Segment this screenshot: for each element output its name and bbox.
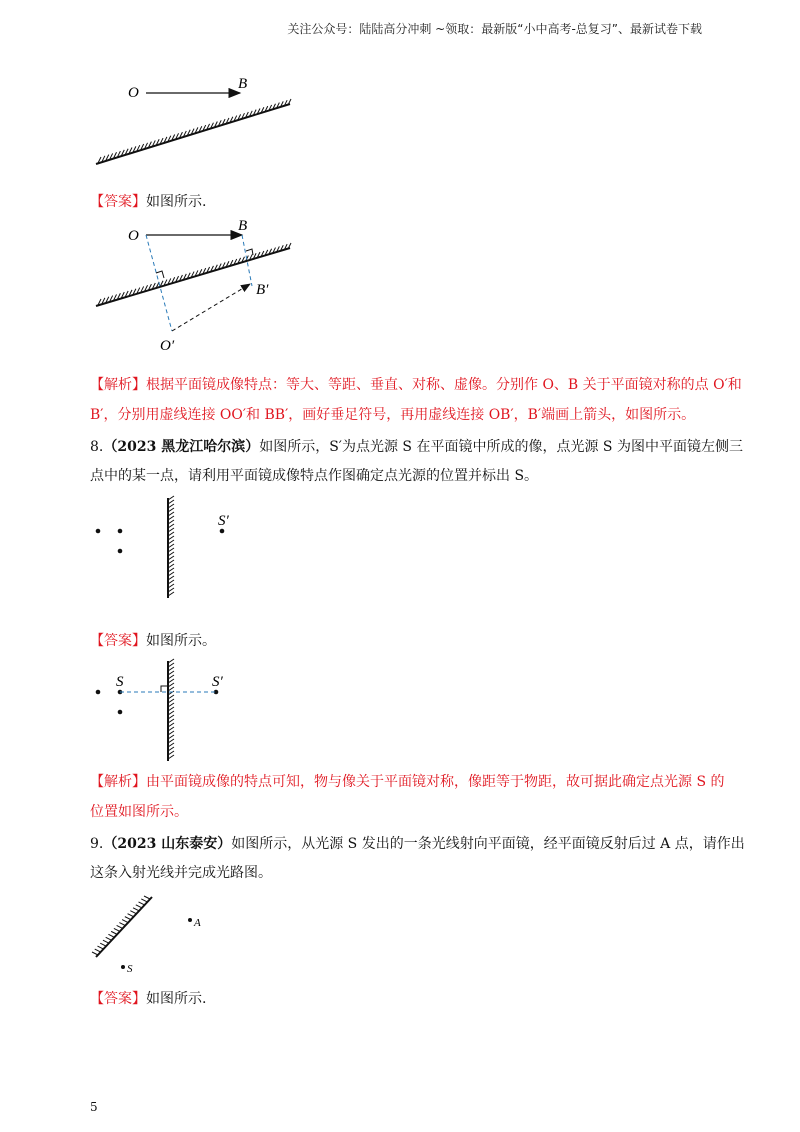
question-text: 如图所示，S′为点光源 S 在平面镜中所成的像，点光源 S 为图中平面镜左侧三 [259,439,743,455]
hatch-mark [111,931,117,934]
label-a: A [194,917,201,929]
question-9-line2: 这条入射光线并完成光路图。 [90,865,272,881]
hatch-mark [95,949,101,952]
hatch-mark [114,928,120,931]
answer-text: 如图所示. [146,194,207,210]
analysis-text: 根据平面镜成像特点：等大、等距、垂直、对称、虚像。分别作 O、B 关于平面镜对称的点 O′和 [146,377,742,393]
question-number: 9. [90,836,104,852]
figure-answer-ob [90,218,300,358]
answer-tag: 【答案】 [90,633,146,649]
analysis-2-line1 [90,772,725,792]
question-8-line2: 点中的某一点，请利用平面镜成像特点作图确定点光源的位置并标出 S。 [90,468,539,484]
hatch-mark [133,908,139,911]
figure-answer-s [90,658,250,768]
question-9-line1 [90,834,745,854]
page-header: 关注公众号：陆陆高分冲刺 ~领取：最新版“小中高考-总复习”、最新试卷下载 [287,22,702,36]
hatch-mark [122,920,128,923]
perpendicular-mark-2 [246,249,253,255]
analysis-2-line2: 位置如图所示。 [90,804,188,820]
answer-1 [90,192,206,212]
answer-tag: 【答案】 [90,991,146,1007]
point-s [121,965,125,969]
hatch-mark [136,905,142,908]
analysis-1-line1 [90,375,742,395]
hatch-mark [128,914,134,917]
label-b: B [238,218,248,234]
hatch-mark [139,902,145,905]
label-s-prime: S′ [218,513,229,529]
label-b-prime: B′ [256,282,269,298]
hatch-mark [117,925,123,928]
analysis-text: 由平面镜成像的特点可知，物与像关于平面镜对称，像距等于物距，故可据此确定点光源 S 的 [146,774,725,790]
dashed-ob-prime [172,284,250,331]
analysis-tag: 【解析】 [90,377,146,393]
label-s: S [127,963,133,975]
point-a [188,918,192,922]
hatch-mark [119,923,125,926]
figure-mirror-a-s [90,893,250,983]
hatch-mark [103,940,109,943]
mirror-hatched [96,99,291,164]
answer-3 [90,989,206,1009]
hatch-mark [97,946,103,949]
hatch-mark [106,937,112,940]
label-b: B [238,76,248,92]
label-s-prime: S′ [212,674,223,690]
answer-2 [90,631,216,651]
answer-text: 如图所示。 [146,633,216,649]
analysis-1-line2: B′，分别用虚线连接 OO′和 BB′，画好垂足符号，再用虚线连接 OB′，B′端画上箭头，如图所示。 [90,407,696,423]
label-o: O [128,85,139,101]
point-s-prime [220,529,225,534]
point-dot [96,529,101,534]
label-o: O [128,228,139,244]
hatch-mark [130,911,136,914]
hatch-mark [108,934,114,937]
label-s: S [116,674,124,690]
hatch-mark [100,943,106,946]
figure-mirror-ob [90,70,300,170]
question-text: 如图所示，从光源 S 发出的一条光线射向平面镜，经平面镜反射后过 A 点，请作出 [231,836,745,852]
question-source: （2023 山东泰安） [103,836,232,852]
answer-tag: 【答案】 [90,194,146,210]
answer-text: 如图所示. [146,991,207,1007]
question-number: 8. [90,439,104,455]
hatch-mark [141,899,147,902]
label-o-prime: O′ [160,338,175,354]
diagonal-mirror [96,897,152,957]
perpendicular-mark [161,686,168,692]
point-dot [118,549,123,554]
hatch-mark [144,896,150,899]
question-8-line1 [90,437,743,457]
analysis-tag: 【解析】 [90,774,146,790]
hatch-mark [125,917,131,920]
page-number: 5 [90,1100,98,1114]
point-dot [118,529,123,534]
question-source: （2023 黑龙江哈尔滨） [103,439,260,455]
hatch-mark [92,952,98,955]
figure-three-points [90,495,250,605]
